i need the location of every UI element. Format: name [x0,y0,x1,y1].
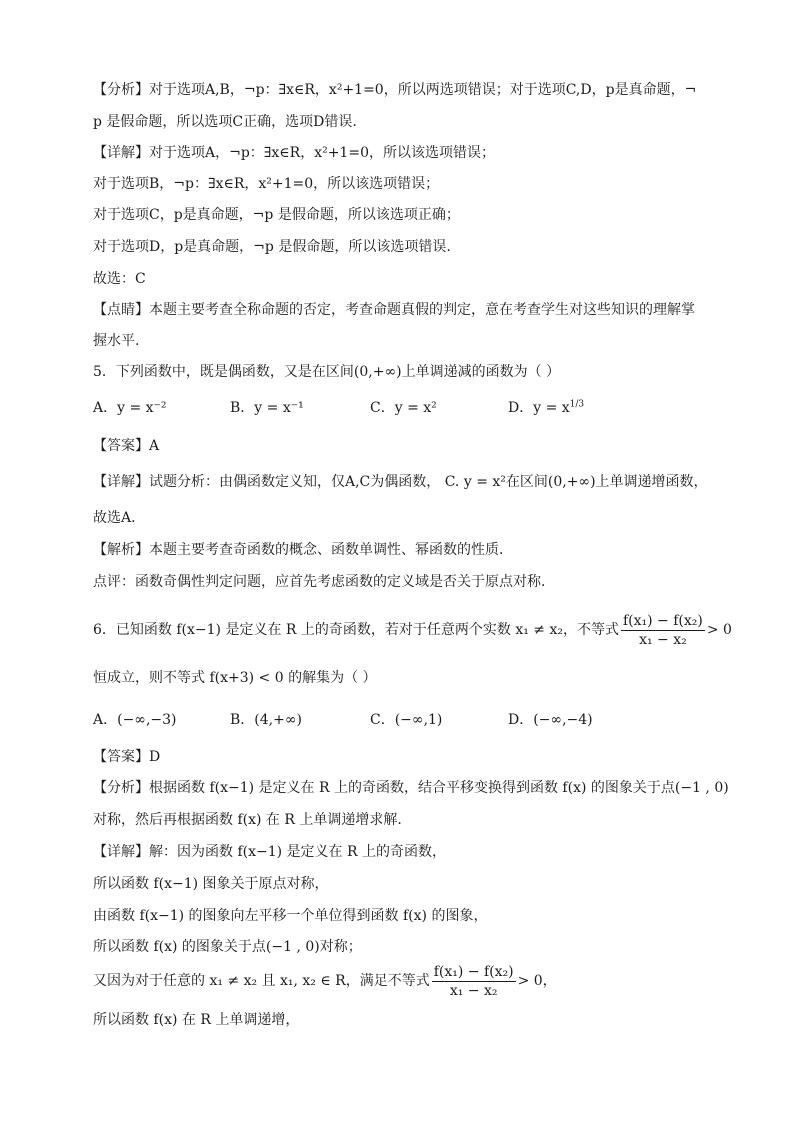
q4-choose: 故选：C [93,271,146,287]
q6-stem-line1 [93,611,732,649]
q4-detail-line1 [93,143,495,163]
q6-analysis-line1 [93,778,729,798]
parse-text: 本题主要考查奇函数的概念、函数单调性、幂函数的性质． [149,542,513,558]
q6-detail-line2: 所以函数 f(x−1) 图象关于原点对称， [93,876,329,892]
q4-comment-line1 [93,300,695,320]
q5-answer: 【答案】A [93,438,160,454]
option-d-exponent: 1/3 [569,399,585,410]
detail-text: 试题分析：由偶函数定义知，仅A,C为偶函数， C. y = x²在区间(0,+∞)上单调递增函数， [149,474,708,490]
q6-detail-line3: 由函数 f(x−1) 的图象向左平移一个单位得到函数 f(x) 的图象， [93,908,488,924]
q5-parse [93,540,513,560]
detail-tag: 【详解】 [93,145,149,161]
q5-option-c: C．y = x² [370,400,437,416]
q5-option-d [508,398,584,418]
q5-option-a: A．y = x⁻² [93,400,167,416]
q6-detail-line5 [93,962,557,1000]
q6-option-a: A．(−∞,−3) [93,712,177,728]
q6-option-b: B．(4,+∞) [230,712,302,728]
q4-detail-line2: 对于选项B，¬p：∃x∈R，x²+1=0，所以该选项错误； [93,176,440,192]
detail-text: 对于选项A，¬p：∃x∈R，x²+1=0，所以该选项错误； [149,145,495,161]
q6-detail-line4: 所以函数 f(x) 的图象关于点(−1 , 0)对称； [93,939,362,955]
analysis-text: 对于选项A,B，¬p：∃x∈R，x²+1=0，所以两选项错误；对于选项C,D，p是真命题，¬ [149,82,697,98]
q6-analysis-line2: 对称，然后再根据函数 f(x) 在 R 上单调递增求解. [93,812,402,828]
analysis-text: 根据函数 f(x−1) 是定义在 R 上的奇函数，结合平移变换得到函数 f(x) 的图象关于点(−1 , 0) [149,780,729,796]
parse-tag: 【解析】 [93,542,149,558]
fraction-denominator: x₁ − x₂ [639,631,687,648]
q6-answer: 【答案】D [93,749,161,765]
q5-detail-line1 [93,472,708,492]
detail-fraction [432,963,516,1000]
fraction-tail: > 0 [706,622,732,638]
detail-text: 解：因为函数 f(x−1) 是定义在 R 上的奇函数， [149,844,446,860]
comment-tag: 【点睛】 [93,302,149,318]
analysis-tag: 【分析】 [93,780,149,796]
q6-option-c: C．(−∞,1) [370,712,443,728]
q5-comment: 点评：函数奇偶性判定问题，应首先考虑函数的定义域是否关于原点对称． [93,574,555,590]
q4-detail-line4: 对于选项D，p是真命题，¬p 是假命题，所以该选项错误. [93,239,451,255]
detail-text: 又因为对于任意的 x₁ ≠ x₂ 且 x₁, x₂ ∈ R，满足不等式 [93,973,430,989]
q6-detail-line6: 所以函数 f(x) 在 R 上单调递增， [93,1012,300,1028]
comment-text: 本题主要考查全称命题的否定，考查命题真假的判定，意在考查学生对这些知识的理解掌 [149,302,695,318]
q4-analysis-line1 [93,80,696,100]
stem-text: 6．已知函数 f(x−1) 是定义在 R 上的奇函数，若对于任意两个实数 x₁ ≠ x₂，不等式 [93,622,619,638]
q6-detail-line1 [93,842,446,862]
option-d-base: y = x [533,400,570,416]
fraction-numerator: f(x₁) − f(x₂) [433,963,514,980]
q4-analysis-line2: p 是假命题，所以选项C正确，选项D错误. [93,114,357,130]
option-d-label: D． [508,400,534,416]
q6-stem-line2: 恒成立，则不等式 f(x+3) < 0 的解集为（ ） [93,670,377,686]
fraction-numerator: f(x₁) − f(x₂) [622,612,703,629]
q5-option-b: B．y = x⁻¹ [230,400,304,416]
detail-tag: 【详解】 [93,844,149,860]
fraction-tail: > 0， [517,973,557,989]
analysis-tag: 【分析】 [93,82,149,98]
q4-comment-line2: 握水平. [93,333,140,349]
fraction-denominator: x₁ − x₂ [449,982,498,999]
stem-fraction [621,612,705,649]
detail-tag: 【详解】 [93,474,149,490]
q4-detail-line3: 对于选项C，p是真命题，¬p 是假命题，所以该选项正确； [93,207,460,223]
q5-detail-line2: 故选A． [93,510,146,526]
q6-option-d: D．(−∞,−4) [508,712,593,728]
q5-stem: 5．下列函数中，既是偶函数，又是在区间(0,+∞)上单调递减的函数为（ ） [93,364,561,380]
